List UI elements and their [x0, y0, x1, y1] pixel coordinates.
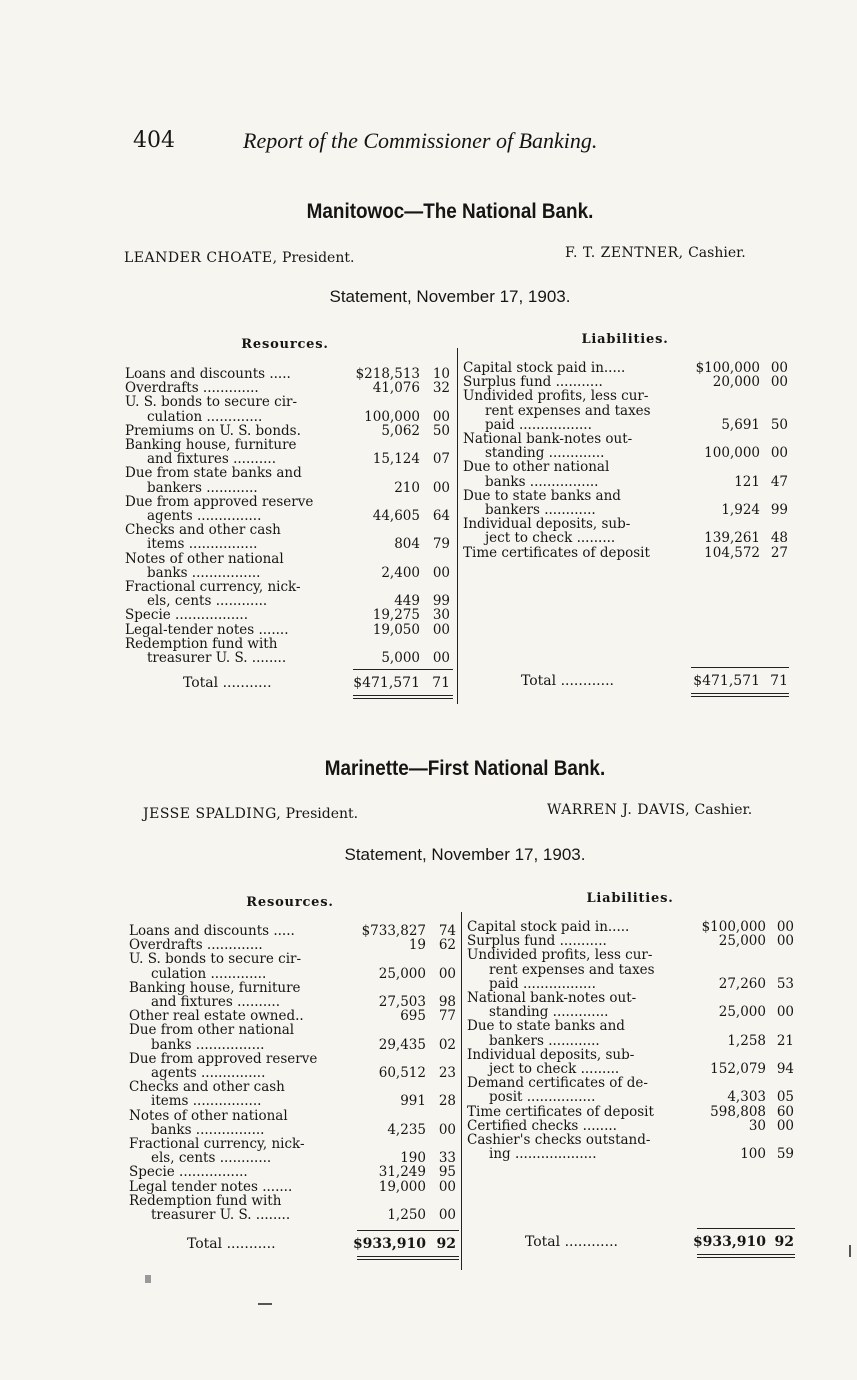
line-item-label: ject to check ......... — [485, 530, 616, 547]
ledger-line — [129, 1066, 456, 1080]
statement-date: Statement, November 17, 1903. — [344, 845, 586, 864]
president — [124, 250, 354, 266]
ledger-line — [467, 977, 794, 991]
cashier-title: Cashier. — [694, 802, 753, 818]
line-item-amount: 60,512 — [378, 1065, 426, 1081]
line-item-cents: 95 — [438, 1164, 456, 1181]
line-item-amount: 2,400 — [381, 564, 420, 581]
ledger-line — [463, 404, 788, 418]
ledger-line — [125, 495, 450, 509]
ledger-line — [129, 924, 456, 938]
line-item-label: Legal-tender notes ....... — [125, 621, 289, 638]
ledger-line — [125, 438, 450, 452]
line-item-cents: 62 — [438, 937, 456, 954]
ledger-line — [125, 509, 450, 523]
line-item-label: Other real estate owned.. — [129, 1008, 304, 1025]
line-item-cents: 50 — [770, 416, 788, 433]
line-item-label: banks ................ — [151, 1121, 265, 1138]
line-item-amount: 104,572 — [704, 544, 760, 561]
total-row — [467, 1234, 794, 1250]
line-item-label: National bank-notes out- — [467, 990, 637, 1006]
line-item-label: Overdrafts ............. — [125, 380, 259, 397]
line-item-label: Due from approved reserve — [129, 1050, 318, 1067]
total-row — [129, 1236, 456, 1252]
ledger-line — [125, 466, 450, 480]
line-item-cents: 00 — [776, 933, 794, 950]
line-item-cents: 21 — [776, 1032, 794, 1049]
ledger-line — [463, 517, 788, 531]
ledger-line — [467, 1019, 794, 1033]
ledger-line — [463, 418, 788, 432]
line-item-label: banks ................ — [147, 564, 261, 581]
total-amount: $933,910 — [692, 1234, 766, 1250]
total-double-rule — [691, 693, 789, 697]
ledger-line — [463, 375, 788, 389]
line-item-amount: 19 — [408, 937, 426, 954]
ledger-line — [125, 381, 450, 395]
line-item-amount: 804 — [394, 536, 420, 553]
bank-title: Marinette—First National Bank. — [324, 757, 606, 780]
ledger-line — [129, 952, 456, 966]
line-item-cents: 07 — [432, 451, 450, 468]
ledger-line — [467, 948, 794, 962]
line-item-cents: 79 — [432, 536, 450, 553]
line-item-label: items ................ — [151, 1093, 262, 1110]
line-item-cents: 60 — [776, 1103, 794, 1120]
line-item-amount: 19,050 — [372, 621, 420, 638]
cashier-name: F. T. ZENTNER, — [565, 245, 684, 261]
line-item-cents: 48 — [770, 530, 788, 547]
line-item-amount: $100,000 — [695, 360, 760, 376]
line-item-label: Individual deposits, sub- — [467, 1046, 635, 1063]
line-item-amount: 25,000 — [378, 965, 426, 982]
line-item-cents: 00 — [432, 408, 450, 425]
line-item-label: treasurer U. S. ........ — [147, 650, 287, 666]
line-item-cents: 32 — [432, 380, 450, 397]
line-item-cents: 27 — [770, 544, 788, 561]
total-label: Total ........... — [187, 1236, 276, 1252]
resources-heading: Resources. — [241, 337, 329, 352]
line-item-cents: 05 — [776, 1089, 794, 1106]
line-item-amount: 100,000 — [704, 445, 760, 462]
total-amount: $933,910 — [352, 1236, 426, 1252]
scan-mark — [258, 1303, 272, 1305]
ledger-line — [129, 981, 456, 995]
total-rule — [357, 1230, 459, 1231]
ledger-line — [129, 1123, 456, 1137]
line-item-label: posit ................ — [489, 1089, 596, 1106]
ledger-line — [129, 1009, 456, 1023]
line-item-cents: 50 — [432, 422, 450, 439]
line-item-amount: 100,000 — [364, 408, 420, 425]
ledger-line — [129, 1151, 456, 1165]
ledger-line — [129, 938, 456, 952]
line-item-cents: 99 — [432, 593, 450, 610]
line-item-label: Notes of other national — [129, 1107, 288, 1124]
ledger-line — [125, 452, 450, 466]
ledger-line — [463, 432, 788, 446]
line-item-label: Due to state banks and — [467, 1018, 625, 1035]
president — [143, 806, 358, 822]
line-item-amount: 5,000 — [381, 650, 420, 666]
line-item-label: Capital stock paid in..... — [467, 919, 630, 935]
column-divider — [457, 348, 458, 704]
line-item-label: Due from state banks and — [125, 465, 302, 482]
line-item-amount: 1,258 — [727, 1032, 766, 1049]
line-item-label: and fixtures .......... — [151, 994, 280, 1010]
ledger-line — [129, 1165, 456, 1179]
line-item-label: Checks and other cash — [125, 522, 281, 539]
line-item-amount: 5,691 — [721, 416, 760, 433]
line-item-cents: 33 — [438, 1150, 456, 1167]
ledger-line — [463, 503, 788, 517]
line-item-label: bankers ............ — [489, 1032, 600, 1049]
line-item-cents: 28 — [438, 1093, 456, 1110]
ledger-line — [125, 410, 450, 424]
line-item-amount: 4,303 — [727, 1089, 766, 1106]
line-item-cents: 64 — [432, 508, 450, 524]
line-item-amount: $100,000 — [701, 919, 766, 935]
ledger-line — [463, 460, 788, 474]
total-row — [125, 675, 450, 691]
line-item-amount: 1,250 — [387, 1207, 426, 1223]
line-item-label: paid ................. — [489, 975, 596, 992]
president-title: President. — [282, 250, 355, 266]
resources-heading: Resources. — [246, 895, 334, 910]
line-item-amount: 30 — [748, 1117, 766, 1134]
total-row — [463, 673, 788, 689]
ledger-line — [467, 1147, 794, 1161]
line-item-label: Legal tender notes ....... — [129, 1178, 293, 1195]
line-item-label: culation ............. — [151, 965, 267, 982]
line-item-amount: 44,605 — [372, 508, 420, 524]
line-item-label: standing ............. — [489, 1004, 609, 1021]
line-item-label: Demand certificates of de- — [467, 1075, 648, 1092]
line-item-label: Redemption fund with — [129, 1192, 282, 1209]
ledger-line — [467, 1005, 794, 1019]
line-item-cents: 00 — [438, 1178, 456, 1195]
line-item-amount: 152,079 — [710, 1061, 766, 1077]
ledger-line — [463, 546, 788, 560]
line-item-label: items ................ — [147, 536, 258, 553]
total-label: Total ............ — [521, 673, 614, 689]
ledger-line — [125, 637, 450, 651]
total-double-rule — [357, 1256, 459, 1260]
line-item-cents: 00 — [776, 919, 794, 935]
ledger-line — [125, 395, 450, 409]
ledger-line — [125, 651, 450, 665]
total-cents: 71 — [432, 675, 450, 691]
line-item-label: Undivided profits, less cur- — [463, 388, 649, 405]
line-item-label: Checks and other cash — [129, 1079, 285, 1096]
line-item-label: agents ............... — [151, 1065, 266, 1081]
ledger-line — [467, 1034, 794, 1048]
line-item-amount: 29,435 — [378, 1036, 426, 1053]
ledger-line — [463, 446, 788, 460]
ledger-line — [463, 489, 788, 503]
line-item-amount: 27,260 — [718, 975, 766, 992]
line-item-cents: 02 — [438, 1036, 456, 1053]
line-item-amount: 991 — [400, 1093, 426, 1110]
line-item-label: Due from approved reserve — [125, 493, 314, 510]
ledger-line — [125, 623, 450, 637]
line-item-label: Undivided profits, less cur- — [467, 947, 653, 964]
line-item-label: Fractional currency, nick- — [129, 1136, 305, 1152]
ledger-line — [129, 1109, 456, 1123]
line-item-label: Banking house, furniture — [129, 979, 301, 996]
line-item-amount: 20,000 — [712, 374, 760, 391]
line-item-label: National bank-notes out- — [463, 431, 633, 447]
ledger-line — [467, 991, 794, 1005]
line-item-label: Premiums on U. S. bonds. — [125, 422, 301, 439]
line-item-cents: 74 — [438, 923, 456, 939]
line-item-label: Surplus fund ........... — [463, 374, 603, 391]
line-item-cents: 00 — [432, 564, 450, 581]
ledger-line — [129, 1137, 456, 1151]
line-item-label: Capital stock paid in..... — [463, 360, 626, 376]
line-item-label: Time certificates of deposit — [463, 544, 650, 561]
line-item-cents: 00 — [776, 1004, 794, 1021]
ledger-line — [129, 1180, 456, 1194]
page-header — [133, 128, 693, 162]
line-item-label: bankers ............ — [147, 479, 258, 496]
line-item-label: Specie ................ — [129, 1164, 248, 1181]
total-rule — [697, 1228, 795, 1229]
total-label: Total ........... — [183, 675, 272, 691]
scan-mark — [145, 1275, 151, 1283]
line-item-amount: 5,062 — [381, 422, 420, 439]
line-item-amount: 139,261 — [704, 530, 760, 547]
total-amount: $471,571 — [693, 673, 760, 689]
line-item-amount: 210 — [394, 479, 420, 496]
line-item-amount: 695 — [400, 1008, 426, 1025]
line-item-cents: 10 — [432, 366, 450, 382]
total-double-rule — [697, 1254, 795, 1258]
statement-date: Statement, November 17, 1903. — [329, 287, 571, 306]
total-label: Total ............ — [525, 1234, 618, 1250]
line-item-cents: 00 — [438, 965, 456, 982]
ledger-line — [129, 995, 456, 1009]
line-item-label: Specie ................. — [125, 607, 248, 624]
line-item-label: banks ................ — [151, 1036, 265, 1053]
line-item-amount: 190 — [400, 1150, 426, 1167]
line-item-label: Due to other national — [463, 459, 610, 476]
bank-title: Manitowoc—The National Bank. — [306, 200, 594, 223]
line-item-amount: 1,924 — [721, 502, 760, 518]
line-item-label: Due from other national — [129, 1022, 295, 1039]
ledger-line — [129, 1080, 456, 1094]
line-item-label: Fractional currency, nick- — [125, 579, 301, 595]
line-item-label: els, cents ............ — [151, 1150, 272, 1167]
ledger-line — [125, 566, 450, 580]
line-item-cents: 00 — [432, 650, 450, 666]
total-rule — [353, 669, 453, 670]
total-double-rule — [353, 695, 453, 699]
line-item-cents: 47 — [770, 473, 788, 490]
line-item-amount: 27,503 — [378, 994, 426, 1010]
cashier — [547, 802, 752, 818]
ledger-line — [463, 475, 788, 489]
liabilities-heading: Liabilities. — [586, 891, 674, 906]
line-item-label: ject to check ......... — [489, 1061, 620, 1077]
total-amount: $471,571 — [353, 675, 420, 691]
line-item-label: ing ................... — [489, 1146, 597, 1163]
cashier — [565, 245, 746, 261]
line-item-cents: 00 — [770, 360, 788, 376]
line-item-amount: 19,000 — [378, 1178, 426, 1195]
ledger-line — [467, 1119, 794, 1133]
line-item-label: Loans and discounts ..... — [129, 923, 295, 939]
line-item-amount: $733,827 — [361, 923, 426, 939]
ledger-line — [467, 920, 794, 934]
line-item-amount: 31,249 — [378, 1164, 426, 1181]
line-item-cents: 30 — [432, 607, 450, 624]
line-item-label: Surplus fund ........... — [467, 933, 607, 950]
line-item-amount: 25,000 — [718, 933, 766, 950]
line-item-label: Overdrafts ............. — [129, 937, 263, 954]
ledger-line — [129, 967, 456, 981]
ledger-line — [125, 594, 450, 608]
president-title: President. — [285, 806, 359, 822]
line-item-cents: 59 — [776, 1146, 794, 1163]
line-item-label: bankers ............ — [485, 502, 596, 518]
line-item-amount: 4,235 — [387, 1121, 426, 1138]
cashier-title: Cashier. — [688, 245, 746, 261]
line-item-label: banks ................ — [485, 473, 599, 490]
line-item-label: Individual deposits, sub- — [463, 516, 631, 533]
line-item-amount: 121 — [734, 473, 760, 490]
line-item-label: culation ............. — [147, 408, 263, 425]
line-item-cents: 00 — [432, 621, 450, 638]
line-item-cents: 00 — [432, 479, 450, 496]
line-item-cents: 99 — [770, 502, 788, 518]
line-item-label: Banking house, furniture — [125, 437, 297, 453]
line-item-label: Due to state banks and — [463, 487, 621, 504]
ledger-line — [129, 1038, 456, 1052]
ledger-line — [129, 1094, 456, 1108]
ledger-line — [125, 608, 450, 622]
ledger-line — [467, 1133, 794, 1147]
line-item-amount: 449 — [394, 593, 420, 610]
ledger-line — [125, 523, 450, 537]
line-item-cents: 53 — [776, 975, 794, 992]
line-item-amount: 25,000 — [718, 1004, 766, 1021]
line-item-cents: 00 — [776, 1117, 794, 1134]
line-item-cents: 77 — [438, 1008, 456, 1025]
page-number: 404 — [133, 128, 175, 153]
line-item-label: rent expenses and taxes — [485, 402, 651, 419]
line-item-amount: 100 — [740, 1146, 766, 1163]
line-item-label: standing ............. — [485, 445, 605, 462]
line-item-amount: 19,275 — [372, 607, 420, 624]
line-item-label: rent expenses and taxes — [489, 961, 655, 978]
ledger-line — [467, 934, 794, 948]
line-item-label: treasurer U. S. ........ — [151, 1207, 291, 1223]
total-cents: 92 — [436, 1236, 456, 1252]
scan-mark — [849, 1245, 851, 1257]
ledger-line — [125, 537, 450, 551]
line-item-label: Certified checks ........ — [467, 1117, 617, 1134]
total-cents: 92 — [774, 1234, 794, 1250]
line-item-label: U. S. bonds to secure cir- — [129, 951, 302, 968]
liabilities-heading: Liabilities. — [581, 332, 669, 347]
line-item-label: Notes of other national — [125, 550, 284, 567]
line-item-label: and fixtures .......... — [147, 451, 276, 468]
line-item-amount: 598,808 — [710, 1103, 766, 1120]
line-item-amount: $218,513 — [355, 366, 420, 382]
line-item-cents: 00 — [770, 374, 788, 391]
ledger-line — [129, 1023, 456, 1037]
ledger-line — [467, 1062, 794, 1076]
total-rule — [691, 667, 789, 668]
line-item-label: Redemption fund with — [125, 635, 278, 652]
ledger-line — [467, 963, 794, 977]
ledger-line — [463, 389, 788, 403]
line-item-label: paid ................. — [485, 416, 592, 433]
president-name: LEANDER CHOATE, — [124, 250, 278, 266]
ledger-line — [125, 481, 450, 495]
line-item-cents: 98 — [438, 994, 456, 1010]
line-item-cents: 00 — [770, 445, 788, 462]
line-item-label: els, cents ............ — [147, 593, 268, 610]
ledger-line — [463, 531, 788, 545]
ledger-line — [125, 580, 450, 594]
ledger-line — [463, 361, 788, 375]
cashier-name: WARREN J. DAVIS, — [547, 802, 691, 818]
ledger-line — [129, 1194, 456, 1208]
line-item-cents: 23 — [438, 1065, 456, 1081]
ledger-line — [125, 367, 450, 381]
line-item-label: U. S. bonds to secure cir- — [125, 394, 298, 411]
ledger-line — [467, 1048, 794, 1062]
line-item-amount: 41,076 — [372, 380, 420, 397]
line-item-amount: 15,124 — [372, 451, 420, 468]
line-item-cents: 00 — [438, 1121, 456, 1138]
ledger-line — [125, 424, 450, 438]
total-cents: 71 — [770, 673, 788, 689]
line-item-cents: 00 — [438, 1207, 456, 1223]
ledger-line — [125, 552, 450, 566]
ledger-line — [467, 1090, 794, 1104]
running-head: Report of the Commissioner of Banking. — [243, 128, 598, 153]
ledger-line — [129, 1208, 456, 1222]
ledger-line — [129, 1052, 456, 1066]
line-item-label: Time certificates of deposit — [467, 1103, 654, 1120]
ledger-line — [467, 1105, 794, 1119]
president-name: JESSE SPALDING, — [143, 806, 282, 822]
line-item-cents: 94 — [776, 1061, 794, 1077]
ledger-line — [467, 1076, 794, 1090]
line-item-label: Cashier's checks outstand- — [467, 1132, 651, 1148]
line-item-label: Loans and discounts ..... — [125, 366, 291, 382]
column-divider — [461, 912, 462, 1270]
line-item-label: agents ............... — [147, 508, 262, 524]
